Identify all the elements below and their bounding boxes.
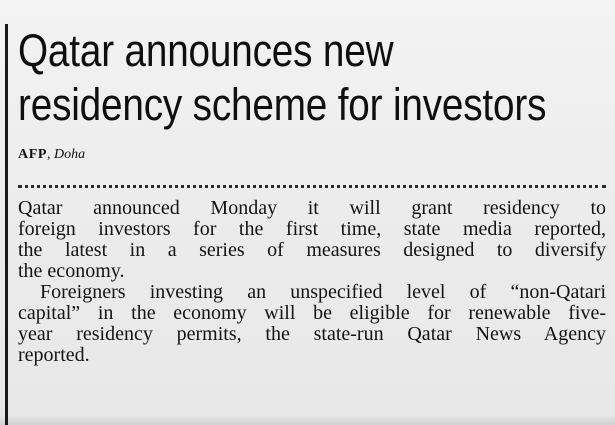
body-line: the latest in a series of measures designed to diversify: [18, 239, 606, 261]
byline: [18, 146, 85, 164]
byline-agency: AFP: [18, 147, 48, 162]
body-line: reported.: [18, 344, 90, 366]
body-line: capital” in the economy will be eligible for renewable five-: [18, 302, 606, 324]
byline-location: Doha: [54, 147, 86, 162]
body-line: foreign investors for the first time, state media reported,: [18, 218, 606, 240]
headline-line-2: residency scheme for investors: [18, 79, 547, 130]
article-body: [18, 198, 606, 366]
headline-line-1: Qatar announces new: [18, 25, 394, 76]
column-rule: [5, 24, 8, 425]
dotted-divider: [18, 185, 606, 188]
paragraph-1: [18, 198, 606, 282]
body-line: the economy.: [18, 260, 125, 282]
paragraph-2: [18, 282, 606, 366]
body-line: Foreigners investing an unspecified level of “non-Qatari: [40, 281, 606, 303]
page-edge-shadow: [0, 415, 615, 425]
body-line: Qatar announced Monday it will grant residency to: [18, 197, 606, 219]
headline: [18, 24, 547, 132]
body-line: year residency permits, the state-run Qatar News Agency: [18, 323, 606, 345]
byline-separator: ,: [47, 147, 55, 162]
